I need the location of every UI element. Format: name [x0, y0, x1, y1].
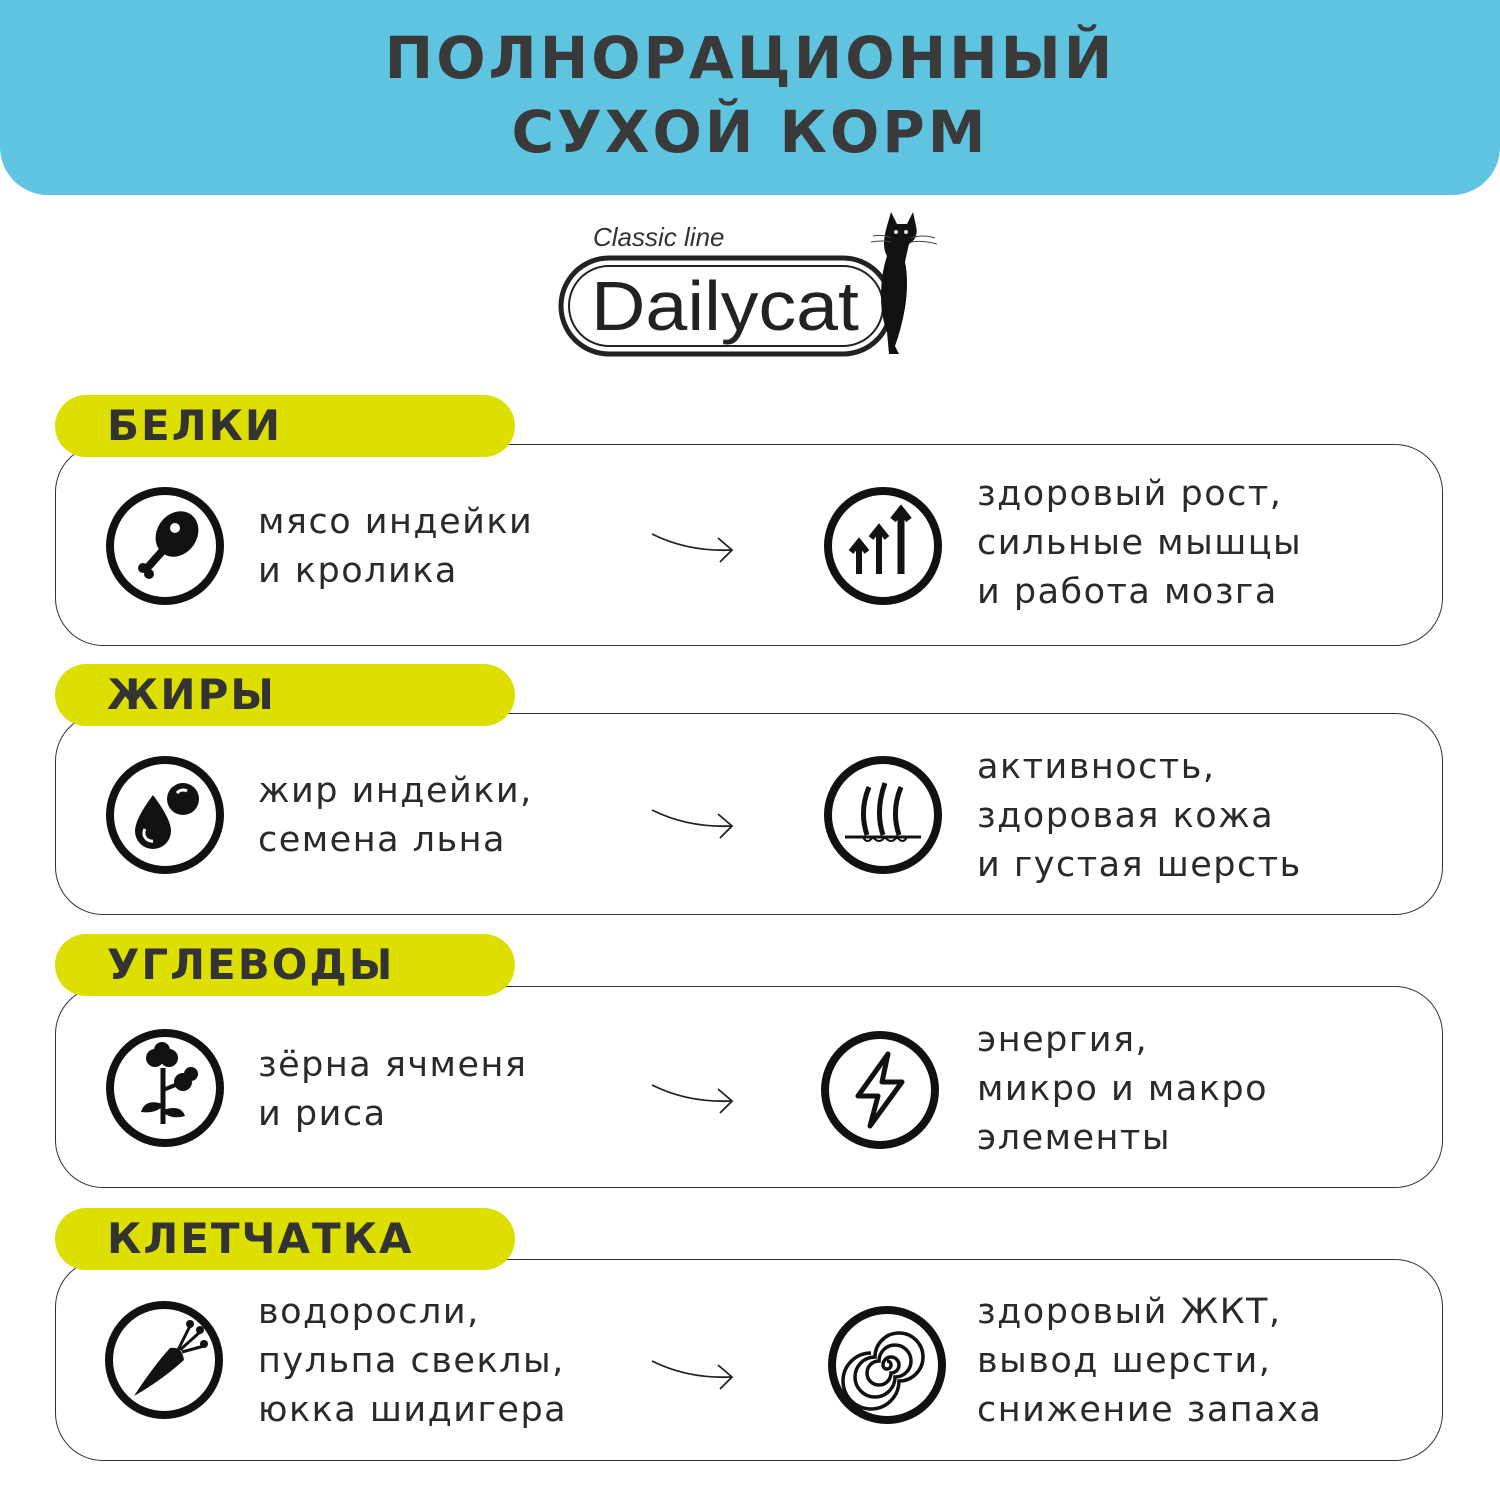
benefit-line: сильные мышцы	[977, 523, 1303, 563]
section-title: УГЛЕВОДЫ	[107, 940, 395, 989]
benefit-line: здоровый рост,	[977, 474, 1283, 514]
page-title-line-1: ПОЛНОРАЦИОННЫЙ	[384, 24, 1116, 92]
logo-tagline: Classic line	[593, 222, 725, 252]
benefit-line: микро и макро	[977, 1069, 1269, 1109]
drumstick-icon	[105, 486, 225, 606]
source-line: семена льна	[258, 820, 506, 860]
benefit-line: элементы	[977, 1118, 1171, 1158]
benefit-line: активность,	[977, 747, 1216, 787]
source-line: и кролика	[258, 551, 458, 591]
section-label-fiber	[55, 1208, 515, 1270]
spiral-icon	[827, 1305, 947, 1425]
header-banner	[0, 0, 1500, 195]
source-text-carbohydrates	[258, 1041, 527, 1139]
benefit-line: и густая шерсть	[977, 845, 1302, 885]
section-title: ЖИРЫ	[107, 670, 276, 719]
benefit-text-fiber	[977, 1288, 1322, 1435]
benefit-line: и работа мозга	[977, 572, 1278, 612]
carrot-icon	[104, 1300, 224, 1420]
arrow-icon	[648, 1355, 738, 1395]
section-label-carbohydrates	[55, 934, 515, 996]
section-label-fats	[55, 664, 515, 726]
plant-icon	[105, 1028, 225, 1148]
hair-skin-icon	[823, 755, 943, 875]
benefit-line: вывод шерсти,	[977, 1341, 1272, 1381]
source-text-fats	[258, 767, 533, 865]
oil-drops-icon	[105, 755, 225, 875]
arrow-icon	[648, 804, 738, 844]
page-title-line-2: СУХОЙ КОРМ	[511, 98, 989, 166]
dailycat-logo	[555, 212, 945, 362]
benefit-text-fats	[977, 743, 1302, 890]
source-line: пульпа свеклы,	[258, 1341, 565, 1381]
arrow-icon	[648, 1079, 738, 1119]
benefit-line: здоровая кожа	[977, 796, 1275, 836]
benefit-line: здоровый ЖКТ,	[977, 1292, 1282, 1332]
lightning-icon	[820, 1030, 940, 1150]
logo-brand: Dailycat	[591, 267, 859, 345]
benefit-text-carbohydrates	[977, 1016, 1268, 1163]
section-title: КЛЕТЧАТКА	[107, 1214, 414, 1263]
source-line: зёрна ячменя	[258, 1045, 528, 1085]
source-text-proteins	[258, 498, 533, 596]
benefit-line: снижение запаха	[977, 1390, 1323, 1430]
section-title: БЕЛКИ	[107, 401, 283, 450]
benefit-text-proteins	[977, 470, 1302, 617]
growth-arrows-icon	[823, 486, 943, 606]
source-line: мясо индейки	[258, 502, 534, 542]
benefit-line: энергия,	[977, 1020, 1149, 1060]
source-line: и риса	[258, 1094, 387, 1134]
section-label-proteins	[55, 395, 515, 457]
source-line: водоросли,	[258, 1292, 480, 1332]
source-text-fiber	[258, 1288, 567, 1435]
arrow-icon	[648, 528, 738, 568]
source-line: юкка шидигера	[258, 1390, 568, 1430]
source-line: жир индейки,	[258, 771, 533, 811]
